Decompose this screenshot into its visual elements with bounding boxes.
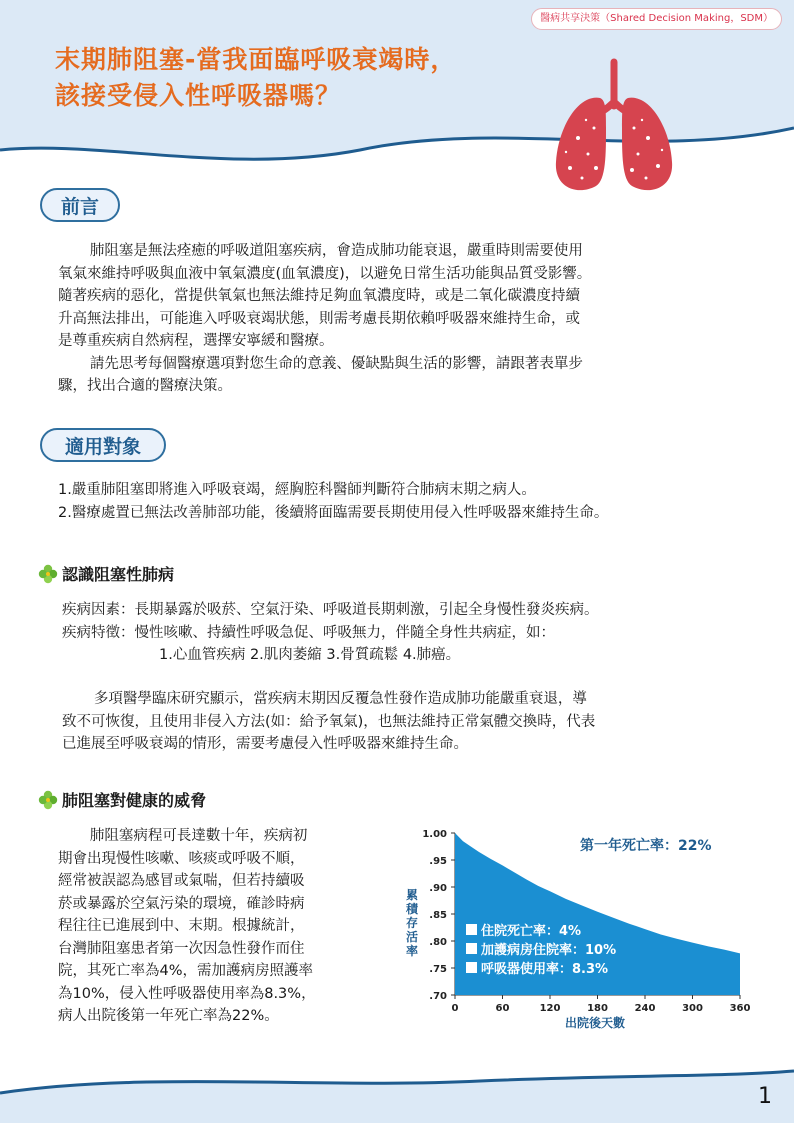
intro-line: 請先思考每個醫療選項對您生命的意義、優缺點與生活的影響，請跟著表單步 bbox=[89, 355, 583, 372]
copd-line: 致不可恢復，且使用非侵入方法(如：給予氧氣)，也無法維持正常氣體交換時，代表 bbox=[62, 713, 596, 730]
x-tick-label: 60 bbox=[495, 1003, 510, 1014]
copd-paragraph bbox=[62, 688, 762, 756]
threat-line: 程往往已進展到中、末期。根據統計， bbox=[58, 918, 305, 934]
intro-line: 驟，找出合適的醫療決策。 bbox=[58, 378, 232, 394]
page-title bbox=[55, 42, 456, 114]
threat-line: 台灣肺阻塞患者第一次因急性發作而住 bbox=[58, 940, 305, 957]
x-tick-label: 120 bbox=[539, 1003, 561, 1014]
chart-ylabel bbox=[405, 887, 419, 958]
intro-line: 隨著疾病的惡化，當提供氧氣也無法維持足夠血氧濃度時，或是二氧化碳濃度持續 bbox=[58, 288, 580, 304]
clover-icon bbox=[38, 564, 58, 584]
threat-line: 肺阻塞病程可長達數十年，疾病初 bbox=[89, 828, 308, 844]
chart-ylabel-char: 活 bbox=[405, 930, 419, 944]
x-tick-label: 180 bbox=[587, 1003, 608, 1014]
copd-feature: 疾病特徵：慢性咳嗽、持續性呼吸急促、呼吸無力，伴隨全身性共病症，如： bbox=[62, 624, 555, 641]
threat-heading-label: 肺阻塞對健康的威脅 bbox=[62, 791, 207, 810]
page-number: 1 bbox=[758, 1084, 772, 1109]
chart-ylabel-char: 累 bbox=[405, 888, 419, 902]
chart-annotation: 呼吸器使用率：8.3% bbox=[481, 962, 609, 977]
copd-line: 多項醫學臨床研究顯示，當疾病末期因反覆急性發作造成肺功能嚴重衰退，導 bbox=[93, 691, 587, 707]
x-tick-label: 360 bbox=[729, 1003, 750, 1014]
intro-heading: 前言 bbox=[40, 188, 120, 222]
y-tick-label: .85 bbox=[429, 910, 447, 921]
footer-band bbox=[0, 1063, 794, 1123]
annotation-marker bbox=[466, 962, 477, 973]
clover-icon bbox=[38, 790, 58, 810]
title-line-2: 該接受侵入性呼吸器嗎？ bbox=[55, 81, 342, 110]
copd-facts bbox=[62, 599, 782, 667]
copd-comorbidities: 1.心血管疾病 2.肌肉萎縮 3.骨質疏鬆 4.肺癌。 bbox=[159, 647, 461, 663]
survival-chart bbox=[400, 825, 750, 1035]
intro-line: 是尊重疾病自然病程，選擇安寧緩和醫療。 bbox=[58, 333, 334, 349]
lungs-illustration bbox=[548, 58, 680, 198]
intro-line: 氧氣來維持呼吸與血液中氧氣濃度(血氧濃度)，以避免日常生活功能與品質受影響。 bbox=[58, 265, 592, 282]
intro-line: 升高無法排出，可能進入呼吸衰竭狀態，則需考慮長期依賴呼吸器來維持生命，或 bbox=[58, 310, 580, 327]
annotation-marker bbox=[466, 924, 477, 935]
threat-paragraph bbox=[58, 825, 398, 1028]
intro-paragraph bbox=[58, 240, 758, 398]
copd-line: 已進展至呼吸衰竭的情形，需要考慮侵入性呼吸器來維持生命。 bbox=[62, 736, 468, 752]
applicable-item: 1.嚴重肺阻塞即將進入呼吸衰竭，經胸腔科醫師判斷符合肺病末期之病人。 bbox=[58, 482, 536, 498]
threat-line: 菸或暴露於空氣污染的環境，確診時病 bbox=[58, 895, 305, 912]
sdm-badge: 醫病共享決策（Shared Decision Making，SDM） bbox=[531, 8, 782, 30]
copd-heading-label: 認識阻塞性肺病 bbox=[62, 565, 175, 584]
threat-line: 經常被誤認為感冒或氣喘，但若持續吸 bbox=[58, 873, 305, 889]
threat-line: 期會出現慢性咳嗽、咳痰或呼吸不順， bbox=[58, 850, 305, 867]
chart-ylabel-char: 率 bbox=[405, 944, 419, 958]
intro-line: 肺阻塞是無法痊癒的呼吸道阻塞疾病，會造成肺功能衰退，嚴重時則需要使用 bbox=[89, 243, 583, 259]
x-tick-label: 300 bbox=[682, 1003, 703, 1014]
chart-title: 第一年死亡率：22% bbox=[580, 838, 712, 854]
chart-annotation: 加護病房住院率：10% bbox=[481, 943, 617, 958]
y-tick-label: .70 bbox=[429, 991, 447, 1002]
copd-heading bbox=[38, 563, 174, 587]
y-tick-label: .90 bbox=[429, 883, 447, 894]
title-line-1: 末期肺阻塞-當我面臨呼吸衰竭時， bbox=[55, 45, 457, 74]
x-tick-label: 0 bbox=[451, 1003, 459, 1014]
y-tick-label: .75 bbox=[429, 964, 447, 975]
chart-ylabel-char: 存 bbox=[405, 916, 419, 930]
applicable-heading: 適用對象 bbox=[40, 428, 166, 462]
annotation-marker bbox=[466, 943, 477, 954]
threat-line: 為10%，侵入性呼吸器使用率為8.3%， bbox=[58, 985, 316, 1002]
chart-ylabel-char: 積 bbox=[405, 902, 419, 916]
copd-cause: 疾病因素：長期暴露於吸菸、空氣汙染、呼吸道長期刺激，引起全身慢性發炎疾病。 bbox=[62, 602, 599, 618]
applicable-list bbox=[58, 479, 778, 524]
threat-line: 院，其死亡率為4%，需加護病房照護率 bbox=[58, 963, 314, 979]
applicable-item: 2.醫療處置已無法改善肺部功能，後續將面臨需要長期使用侵入性呼吸器來維持生命。 bbox=[58, 504, 609, 521]
threat-line: 病人出院後第一年死亡率為22%。 bbox=[58, 1008, 279, 1024]
x-tick-label: 240 bbox=[634, 1003, 656, 1014]
chart-xlabel: 出院後天數 bbox=[564, 1016, 626, 1030]
chart-annotation: 住院死亡率：4% bbox=[481, 924, 582, 939]
y-tick-label: .95 bbox=[429, 856, 447, 867]
threat-heading bbox=[38, 789, 206, 813]
y-tick-label: .80 bbox=[429, 937, 447, 948]
y-tick-label: 1.00 bbox=[422, 829, 447, 840]
